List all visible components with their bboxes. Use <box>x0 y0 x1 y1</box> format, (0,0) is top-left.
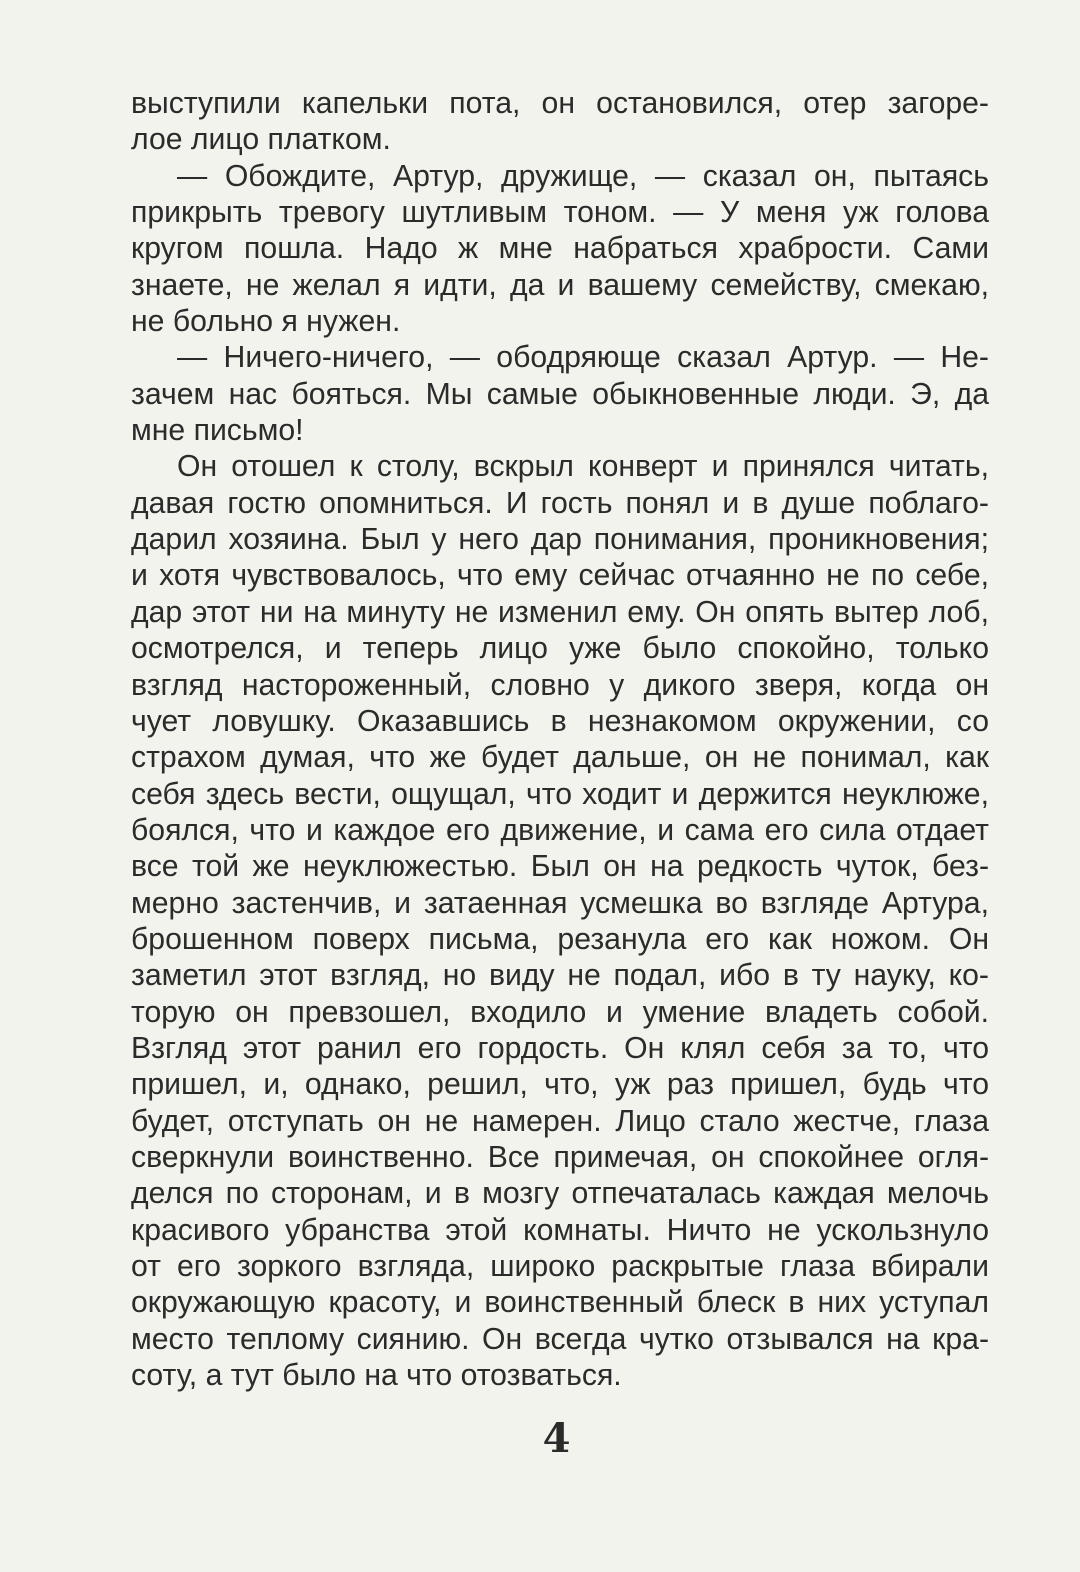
text-line: и хотя чувствовалось, что ему сейчас отчаянно не по себе, <box>131 559 989 593</box>
text-line: зачем нас бояться. Мы самые обыкновенные люди. Э, да <box>131 377 989 411</box>
text-line: пришел, и, однако, решил, что, уж раз пришел, будь что <box>131 1068 989 1102</box>
text-line: давая гостю опомниться. И гость понял и в душе поблаго- <box>131 486 989 520</box>
text-line: Он отошел к столу, вскрыл конверт и принялся читать, <box>177 450 989 484</box>
text-line: соту, а тут было на что отозваться. <box>131 1359 622 1393</box>
text-line: красивого убранства этой комнаты. Ничто не ускользнуло <box>131 1213 989 1247</box>
text-line: лое лицо платком. <box>131 123 391 157</box>
text-line: не больно я нужен. <box>131 305 401 339</box>
text-line: делся по сторонам, и в мозгу отпечаталась каждая мелочь <box>131 1177 989 1211</box>
text-line: чует ловушку. Оказавшись в незнакомом окружении, со <box>131 704 989 738</box>
text-line: Взгляд этот ранил его гордость. Он клял себя за то, что <box>131 1031 989 1065</box>
text-line: себя здесь вести, ощущал, что ходит и держится неуклюже, <box>131 777 989 811</box>
text-line: будет, отступать он не намерен. Лицо стало жестче, глаза <box>131 1104 989 1138</box>
text-line: выступили капельки пота, он остановился, отер загоре- <box>131 87 989 120</box>
text-line: дар этот ни на минуту не изменил ему. Он опять вытер лоб, <box>131 595 989 629</box>
text-line: дарил хозяина. Был у него дар понимания, проникновения; <box>131 523 989 557</box>
text-line: знаете, не желал я идти, да и вашему семейству, смекаю, <box>131 268 989 302</box>
text-line: — Ничего-ничего, — ободряюще сказал Артур. — Не- <box>177 341 989 375</box>
text-line: мне письмо! <box>131 414 304 448</box>
text-line: заметил этот взгляд, но виду не подал, ибо в ту науку, ко- <box>131 959 989 993</box>
text-line: от его зоркого взгляда, широко раскрытые глаза вбирали <box>131 1250 989 1283</box>
text-line: место теплому сиянию. Он всегда чутко отзывался на кра- <box>131 1322 989 1356</box>
text-line: взгляд настороженный, словно у дикого зверя, когда он <box>131 668 989 702</box>
text-line: брошенном поверх письма, резанула его как ножом. Он <box>131 922 989 956</box>
text-line: кругом пошла. Надо ж мне набраться храбрости. Сами <box>131 232 989 266</box>
text-line: страхом думая, что же будет дальше, он не понимал, как <box>131 741 989 775</box>
text-line: — Обождите, Артур, дружище, — сказал он, пытаясь <box>177 159 989 193</box>
text-line: мерно застенчив, и затаенная усмешка во взгляде Артура, <box>131 886 989 920</box>
text-line: все той же неуклюжестью. Был он на редкость чуток, без- <box>131 850 989 884</box>
text-line: прикрыть тревогу шутливым тоном. — У меня уж голова <box>131 196 989 230</box>
text-line: осмотрелся, и теперь лицо уже было спокойно, только <box>131 632 989 666</box>
text-line: торую он превзошел, входило и умение владеть собой. <box>131 995 989 1029</box>
text-line: окружающую красоту, и воинственный блеск в них уступал <box>131 1286 989 1320</box>
body-text <box>131 86 989 1394</box>
text-line: боялся, что и каждое его движение, и сама его сила отдает <box>131 813 989 847</box>
text-line: сверкнули воинственно. Все примечая, он спокойнее огля- <box>131 1140 989 1174</box>
page-number: 4 <box>542 1415 571 1462</box>
